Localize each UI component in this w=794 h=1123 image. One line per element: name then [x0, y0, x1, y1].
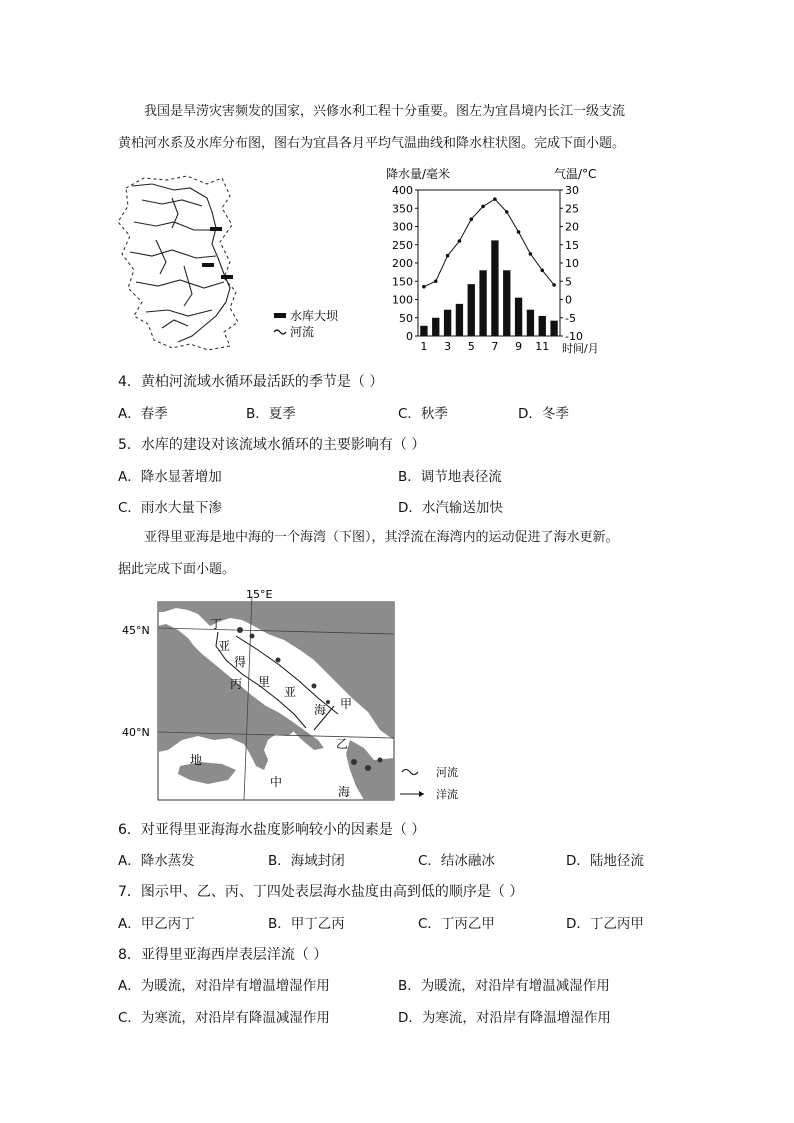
label-hai-2: 海: [338, 785, 351, 799]
legend-river-icon-2: [402, 770, 418, 775]
temperature-point: [552, 283, 556, 287]
x-axis-title: 时间/月: [562, 342, 599, 355]
temp-tick-label: 0: [565, 293, 572, 307]
precip-tick-label: 300: [392, 220, 413, 234]
q7-option-c[interactable]: C．丁丙乙甲: [418, 916, 495, 932]
q5-option-d[interactable]: D．水汽输送加快: [398, 500, 503, 516]
precip-bar: [550, 321, 557, 336]
q4-option-d[interactable]: D．冬季: [518, 406, 569, 422]
label-ya-2: 亚: [284, 685, 297, 699]
temperature-point: [505, 210, 509, 214]
legend-river-icon: [274, 330, 286, 334]
precip-tick-label: 150: [392, 275, 413, 289]
precip-tick-label: 250: [392, 238, 413, 252]
lat-40n-label: 40°N: [122, 726, 150, 739]
precip-bar: [527, 310, 534, 336]
river-system-map: [112, 170, 367, 359]
temp-axis-title: 气温/°C: [554, 167, 597, 181]
question-4-stem: 4．黄柏河流域水循环最活跃的季节是（ ）: [118, 374, 384, 390]
x-tick-label: 7: [491, 340, 499, 353]
climate-chart: [384, 162, 630, 362]
lon-15e-label: 15°E: [246, 590, 273, 601]
intro-1-line-1: 我国是旱涝灾害频发的国家，兴修水利工程十分重要。图左为宜昌境内长江一级支流: [144, 104, 626, 119]
legend-dam-label: 水库大坝: [290, 309, 339, 323]
temperature-point: [422, 285, 426, 289]
temperature-point: [481, 205, 485, 209]
question-6-stem: 6．对亚得里亚海海水盐度影响较小的因素是（ ）: [118, 822, 426, 838]
intro-paragraph-1: [118, 96, 678, 160]
q5-option-a[interactable]: A．降水显著增加: [118, 469, 222, 485]
x-tick-label: 3: [444, 340, 452, 353]
temperature-point: [517, 230, 521, 234]
x-tick-label: 9: [515, 340, 523, 353]
precip-bar: [491, 240, 498, 336]
q4-option-a[interactable]: A．春季: [118, 406, 168, 422]
legend-current-label: 洋流: [436, 788, 458, 801]
temp-tick-label: 25: [565, 202, 579, 216]
precip-bar: [468, 284, 475, 336]
legend-river-label-2: 河流: [436, 766, 458, 779]
precip-tick-label: 350: [392, 202, 413, 216]
label-bing: 丙: [230, 677, 243, 691]
precip-tick-label: 0: [406, 330, 413, 343]
temp-tick-label: -10: [565, 330, 583, 343]
adriatic-sea-map: [118, 590, 478, 814]
q6-option-d[interactable]: D．陆地径流: [566, 853, 644, 869]
precip-bar: [479, 270, 486, 336]
dam-2: [202, 263, 214, 267]
temp-tick-label: 15: [565, 238, 579, 252]
precip-tick-label: 50: [399, 311, 413, 325]
legend-dam-icon: [274, 313, 286, 318]
temperature-point: [446, 254, 450, 258]
x-tick-label: 11: [535, 340, 550, 353]
label-ding: 丁: [210, 617, 223, 631]
label-yi: 乙: [336, 737, 349, 751]
temp-tick-label: 5: [565, 275, 572, 289]
temperature-point: [469, 217, 473, 221]
plot-frame: [418, 190, 560, 336]
intro-paragraph-2: [118, 522, 678, 586]
label-de: 得: [234, 655, 247, 669]
q6-option-c[interactable]: C．结冰融冰: [418, 853, 495, 869]
dam-3: [221, 275, 233, 279]
temp-tick-label: -5: [565, 311, 576, 325]
lat-45n-label: 45°N: [122, 624, 150, 637]
q5-option-b[interactable]: B．调节地表径流: [398, 469, 502, 485]
intro-2-line-1: 亚得里亚海是地中海的一个海湾（下图），其浮流在海湾内的运动促进了海水更新。: [144, 530, 619, 545]
temperature-line: [424, 199, 554, 287]
q7-option-b[interactable]: B．甲丁乙丙: [268, 916, 345, 932]
precip-tick-label: 100: [392, 293, 413, 307]
precip-tick-label: 200: [392, 257, 413, 270]
temperature-point: [434, 279, 438, 283]
intro-2-line-2: 据此完成下面小题。: [118, 562, 236, 577]
precip-axis-title: 降水量/毫米: [386, 167, 451, 181]
x-tick-label: 1: [420, 340, 428, 353]
q7-option-d[interactable]: D．丁乙丙甲: [566, 916, 644, 932]
label-hai: 海: [314, 703, 327, 717]
legend-river-label: 河流: [290, 325, 315, 339]
label-li: 里: [258, 675, 271, 689]
temperature-point: [458, 239, 462, 243]
intro-1-line-2: 黄柏河水系及水库分布图，图右为宜昌各月平均气温曲线和降水柱状图。完成下面小题。: [118, 136, 626, 151]
river-map-svg: [112, 170, 367, 355]
precip-bar: [503, 270, 510, 336]
legend-current-arrowhead: [419, 791, 424, 797]
precip-bar: [432, 318, 439, 336]
precip-bar: [420, 326, 427, 336]
temperature-point: [540, 269, 544, 273]
q6-option-b[interactable]: B．海域封闭: [268, 853, 345, 869]
precip-tick-label: 400: [392, 184, 413, 197]
q6-option-a[interactable]: A．降水蒸发: [118, 853, 195, 869]
q5-option-c[interactable]: C．雨水大量下渗: [118, 500, 222, 516]
precip-bar: [444, 310, 451, 336]
q4-option-b[interactable]: B．夏季: [246, 406, 296, 422]
temp-tick-label: 30: [565, 184, 579, 197]
q8-option-d[interactable]: D．为寒流，对沿岸有降温增湿作用: [398, 1010, 611, 1026]
question-8-stem: 8．亚得里亚海西岸表层洋流（ ）: [118, 947, 328, 963]
dam-1: [210, 227, 222, 231]
question-5-stem: 5．水库的建设对该流域水循环的主要影响有（ ）: [118, 437, 426, 453]
precip-bar: [539, 316, 546, 336]
temperature-point: [529, 252, 533, 256]
chart-plot-area: [392, 184, 583, 353]
q8-option-b[interactable]: B．为暖流，对沿岸有增温减湿作用: [398, 978, 610, 994]
temp-tick-label: 20: [565, 220, 579, 234]
label-zhong: 中: [270, 775, 283, 789]
precip-bar: [515, 298, 522, 336]
temperature-point: [493, 197, 497, 201]
question-7-stem: 7．图示甲、乙、丙、丁四处表层海水盐度由高到低的顺序是（ ）: [118, 884, 524, 900]
precip-bar: [456, 304, 463, 336]
label-di: 地: [190, 753, 203, 767]
q8-option-c[interactable]: C．为寒流，对沿岸有降温减湿作用: [118, 1010, 330, 1026]
climate-chart-svg: [384, 162, 630, 358]
label-ya-1: 亚: [218, 639, 231, 653]
q4-option-c[interactable]: C．秋季: [398, 406, 448, 422]
q7-option-a[interactable]: A．甲乙丙丁: [118, 916, 195, 932]
sea-map-svg: [118, 590, 478, 810]
label-jia: 甲: [340, 697, 353, 711]
q8-option-a[interactable]: A．为暖流，对沿岸有增温增湿作用: [118, 978, 330, 994]
river-lines: [130, 184, 230, 342]
temp-tick-label: 10: [565, 257, 579, 270]
x-tick-label: 5: [467, 340, 475, 353]
